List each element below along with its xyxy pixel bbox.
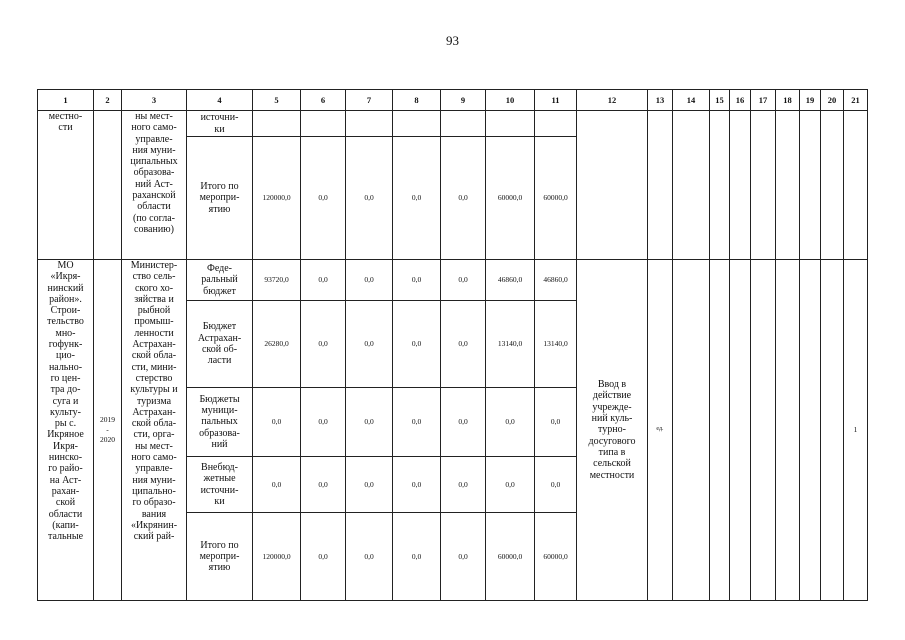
column-header: 9: [441, 90, 486, 111]
value-cell: 0,0: [441, 388, 486, 457]
event-name-cell: МО «Икря- нинский район». Строи- тельство мно- гофунк- цио- нально- го цен- тра до- суга и культу- ры с. Икряное Икря- нинско- го райо- на Аст- рахан- ской области (капи- тальные: [38, 260, 94, 601]
column-header: 11: [535, 90, 577, 111]
indicator-value-cell: [673, 260, 710, 601]
value-cell: 60000,0: [535, 513, 577, 601]
funding-source-cell: Внебюд- жетные источни- ки: [187, 457, 253, 513]
indicator-cell: [577, 111, 648, 260]
executor-cell: ны мест- ного само- управле- ния муни- ципальных образова- ний Аст- раханской области (по согла- сованию): [122, 111, 187, 260]
value-cell: 26280,0: [253, 301, 301, 388]
value-cell: 0,0: [301, 457, 346, 513]
indicator-value-cell: [751, 111, 776, 260]
value-cell: 13140,0: [535, 301, 577, 388]
indicator-value-cell: [730, 111, 751, 260]
value-cell: 60000,0: [486, 513, 535, 601]
column-header: 21: [844, 90, 868, 111]
value-cell: 0,0: [393, 457, 441, 513]
indicator-value-cell: [821, 111, 844, 260]
column-header: 3: [122, 90, 187, 111]
indicator-value-cell: [673, 111, 710, 260]
value-cell: 120000,0: [253, 513, 301, 601]
unit-cell: [648, 111, 673, 260]
column-header: 4: [187, 90, 253, 111]
indicator-cell: Ввод в действие учрежде- ний куль- турно- досугового типа в сельской местности: [577, 260, 648, 601]
value-cell: 0,0: [393, 137, 441, 260]
value-cell: 0,0: [301, 301, 346, 388]
value-cell: 0,0: [301, 137, 346, 260]
column-header: 17: [751, 90, 776, 111]
indicator-value-cell: [730, 260, 751, 601]
funding-source-cell: Бюджеты муници- пальных образова- ний: [187, 388, 253, 457]
value-cell: 0,0: [346, 457, 393, 513]
column-header: 7: [346, 90, 393, 111]
indicator-value-cell: [776, 111, 800, 260]
page-number: 93: [446, 33, 459, 48]
value-cell: 13140,0: [486, 301, 535, 388]
column-header: 15: [710, 90, 730, 111]
unit-cell: ед.: [648, 260, 673, 601]
indicator-value-cell: [800, 111, 821, 260]
value-cell: [346, 111, 393, 137]
column-header: 8: [393, 90, 441, 111]
column-header: 1: [38, 90, 94, 111]
indicator-value-cell: [710, 260, 730, 601]
indicator-value-cell: [710, 111, 730, 260]
column-header: 12: [577, 90, 648, 111]
funding-source-cell: Итого по меропри- ятию: [187, 513, 253, 601]
value-cell: 120000,0: [253, 137, 301, 260]
value-cell: 0,0: [301, 260, 346, 301]
period-cell: 2019 - 2020: [94, 260, 122, 601]
value-cell: [486, 111, 535, 137]
header-row: [38, 90, 868, 111]
value-cell: [253, 111, 301, 137]
column-header: 5: [253, 90, 301, 111]
indicator-value-cell: [821, 260, 844, 601]
value-cell: [301, 111, 346, 137]
value-cell: 0,0: [441, 457, 486, 513]
value-cell: 0,0: [441, 137, 486, 260]
period-cell: [94, 111, 122, 260]
value-cell: 0,0: [535, 388, 577, 457]
value-cell: 0,0: [346, 388, 393, 457]
value-cell: 0,0: [393, 513, 441, 601]
value-cell: [535, 111, 577, 137]
indicator-value-cell: [800, 260, 821, 601]
funding-source-cell: Итого по меропри- ятию: [187, 137, 253, 260]
value-cell: 0,0: [441, 260, 486, 301]
value-cell: 0,0: [346, 137, 393, 260]
value-cell: 0,0: [346, 301, 393, 388]
value-cell: 0,0: [301, 513, 346, 601]
value-cell: 0,0: [393, 388, 441, 457]
value-cell: 46860,0: [535, 260, 577, 301]
column-header: 20: [821, 90, 844, 111]
column-header: 16: [730, 90, 751, 111]
event-name-cell: местно- сти: [38, 111, 94, 260]
funding-source-cell: Бюджет Астрахан- ской об- ласти: [187, 301, 253, 388]
executor-cell: Министер- ство сель- ского хо- зяйства и рыбной промыш- ленности Астрахан- ской обла- сти, мини- стерство культуры и туризма Астрахан- ской обла- сти, орга- ны мест- ного само- управле- ния муни- ципально- го образо- вания «Икрянин- ский рай-: [122, 260, 187, 601]
column-header: 14: [673, 90, 710, 111]
value-cell: 0,0: [535, 457, 577, 513]
value-cell: 0,0: [393, 301, 441, 388]
indicator-value-cell: [776, 260, 800, 601]
indicator-value-cell: 1: [844, 260, 868, 601]
funding-source-cell: Феде- ральный бюджет: [187, 260, 253, 301]
value-cell: 0,0: [346, 513, 393, 601]
value-cell: 46860,0: [486, 260, 535, 301]
value-cell: 0,0: [393, 260, 441, 301]
value-cell: 0,0: [486, 388, 535, 457]
table-row: [38, 260, 868, 301]
value-cell: 93720,0: [253, 260, 301, 301]
value-cell: 60000,0: [535, 137, 577, 260]
value-cell: 0,0: [346, 260, 393, 301]
column-header: 10: [486, 90, 535, 111]
value-cell: 0,0: [441, 301, 486, 388]
funding-source-cell: источни- ки: [187, 111, 253, 137]
value-cell: [441, 111, 486, 137]
column-header: 18: [776, 90, 800, 111]
value-cell: 0,0: [441, 513, 486, 601]
indicator-value-cell: [844, 111, 868, 260]
column-header: 6: [301, 90, 346, 111]
program-table: [37, 89, 868, 601]
value-cell: 0,0: [253, 388, 301, 457]
table-row: [38, 111, 868, 137]
column-header: 2: [94, 90, 122, 111]
column-header: 19: [800, 90, 821, 111]
indicator-value-cell: [751, 260, 776, 601]
value-cell: 0,0: [301, 388, 346, 457]
value-cell: 0,0: [253, 457, 301, 513]
value-cell: 0,0: [486, 457, 535, 513]
value-cell: [393, 111, 441, 137]
value-cell: 60000,0: [486, 137, 535, 260]
column-header: 13: [648, 90, 673, 111]
